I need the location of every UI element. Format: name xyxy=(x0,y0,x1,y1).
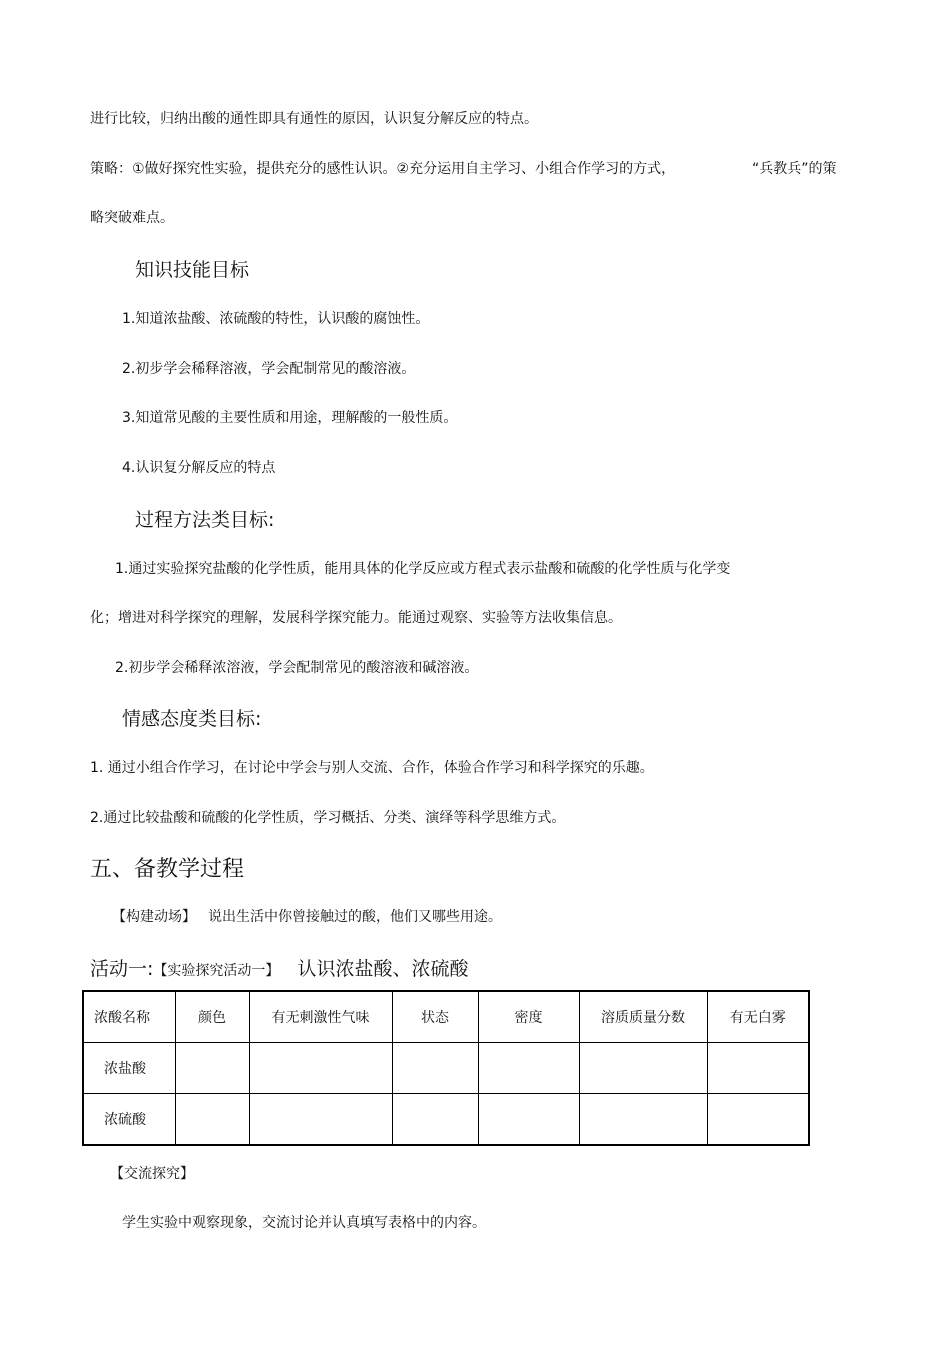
table-header-cell: 密度 xyxy=(478,991,579,1043)
knowledge-goals-heading: 知识技能目标 xyxy=(135,259,250,281)
exchange-label: 【交流探究】 xyxy=(110,1166,194,1182)
strategy-line-part2: “兵教兵”的策 xyxy=(752,161,837,177)
table-cell xyxy=(249,1094,392,1146)
table-cell xyxy=(707,1094,809,1146)
section-five-heading: 五、备教学过程 xyxy=(90,857,245,882)
table-cell xyxy=(249,1043,392,1094)
strategy-line-part1: 策略：①做好探究性实验，提供充分的感性认识。②充分运用自主学习、小组合作学习的方式， xyxy=(90,161,676,177)
table-cell xyxy=(175,1094,249,1146)
emotion-item-2: 2.通过比较盐酸和硫酸的化学性质，学习概括、分类、演绎等科学思维方式。 xyxy=(90,810,566,826)
activity-one-heading xyxy=(90,957,469,983)
process-goals-heading: 过程方法类目标: xyxy=(135,509,275,531)
table-row-label: 浓盐酸 xyxy=(83,1043,175,1094)
build-scene-text: 说出生活中你曾接触过的酸，他们又哪些用途。 xyxy=(208,909,502,925)
table-header-cell: 浓酸名称 xyxy=(83,991,175,1043)
observation-table xyxy=(82,990,810,1146)
table-header-cell: 有无白雾 xyxy=(707,991,809,1043)
table-header-row xyxy=(83,991,809,1043)
build-scene-label: 【构建动场】 xyxy=(112,909,196,925)
table-cell xyxy=(579,1094,707,1146)
table-header-cell: 颜色 xyxy=(175,991,249,1043)
process-item-1-line1: 1.通过实验探究盐酸的化学性质，能用具体的化学反应或方程式表示盐酸和硫酸的化学性质与化学变 xyxy=(115,561,731,577)
knowledge-item-1: 1.知道浓盐酸、浓硫酸的特性，认识酸的腐蚀性。 xyxy=(122,311,430,327)
table-row-label: 浓硫酸 xyxy=(83,1094,175,1146)
table-cell xyxy=(579,1043,707,1094)
knowledge-item-2: 2.初步学会稀释溶液，学会配制常见的酸溶液。 xyxy=(122,361,416,377)
table-cell xyxy=(478,1043,579,1094)
activity-one-title: 认识浓盐酸、浓硫酸 xyxy=(297,958,469,980)
knowledge-item-3: 3.知道常见酸的主要性质和用途，理解酸的一般性质。 xyxy=(122,410,458,426)
table-header-cell: 状态 xyxy=(392,991,478,1043)
activity-one-tag: 【实验探究活动一】 xyxy=(153,963,280,979)
table-header-cell: 溶质质量分数 xyxy=(579,991,707,1043)
table-cell xyxy=(707,1043,809,1094)
table-cell xyxy=(392,1094,478,1146)
table-cell xyxy=(392,1043,478,1094)
emotion-goals-heading: 情感态度类目标: xyxy=(122,708,262,730)
knowledge-item-4: 4.认识复分解反应的特点 xyxy=(122,460,276,476)
table-cell xyxy=(478,1094,579,1146)
exchange-text: 学生实验中观察现象，交流讨论并认真填写表格中的内容。 xyxy=(122,1215,486,1231)
table-row xyxy=(83,1094,809,1146)
strategy-line-continued: 略突破难点。 xyxy=(90,210,174,226)
emotion-item-1: 1. 通过小组合作学习，在讨论中学会与别人交流、合作，体验合作学习和科学探究的乐趣。 xyxy=(90,760,654,776)
intro-line: 进行比较，归纳出酸的通性即具有通性的原因，认识复分解反应的特点。 xyxy=(90,111,538,127)
table-header-cell: 有无刺激性气味 xyxy=(249,991,392,1043)
table-row xyxy=(83,1043,809,1094)
table-cell xyxy=(175,1043,249,1094)
process-item-2: 2.初步学会稀释浓溶液，学会配制常见的酸溶液和碱溶液。 xyxy=(115,660,479,676)
activity-one-prefix: 活动一: xyxy=(90,958,154,980)
process-item-1-line2: 化；增进对科学探究的理解，发展科学探究能力。能通过观察、实验等方法收集信息。 xyxy=(90,610,622,626)
